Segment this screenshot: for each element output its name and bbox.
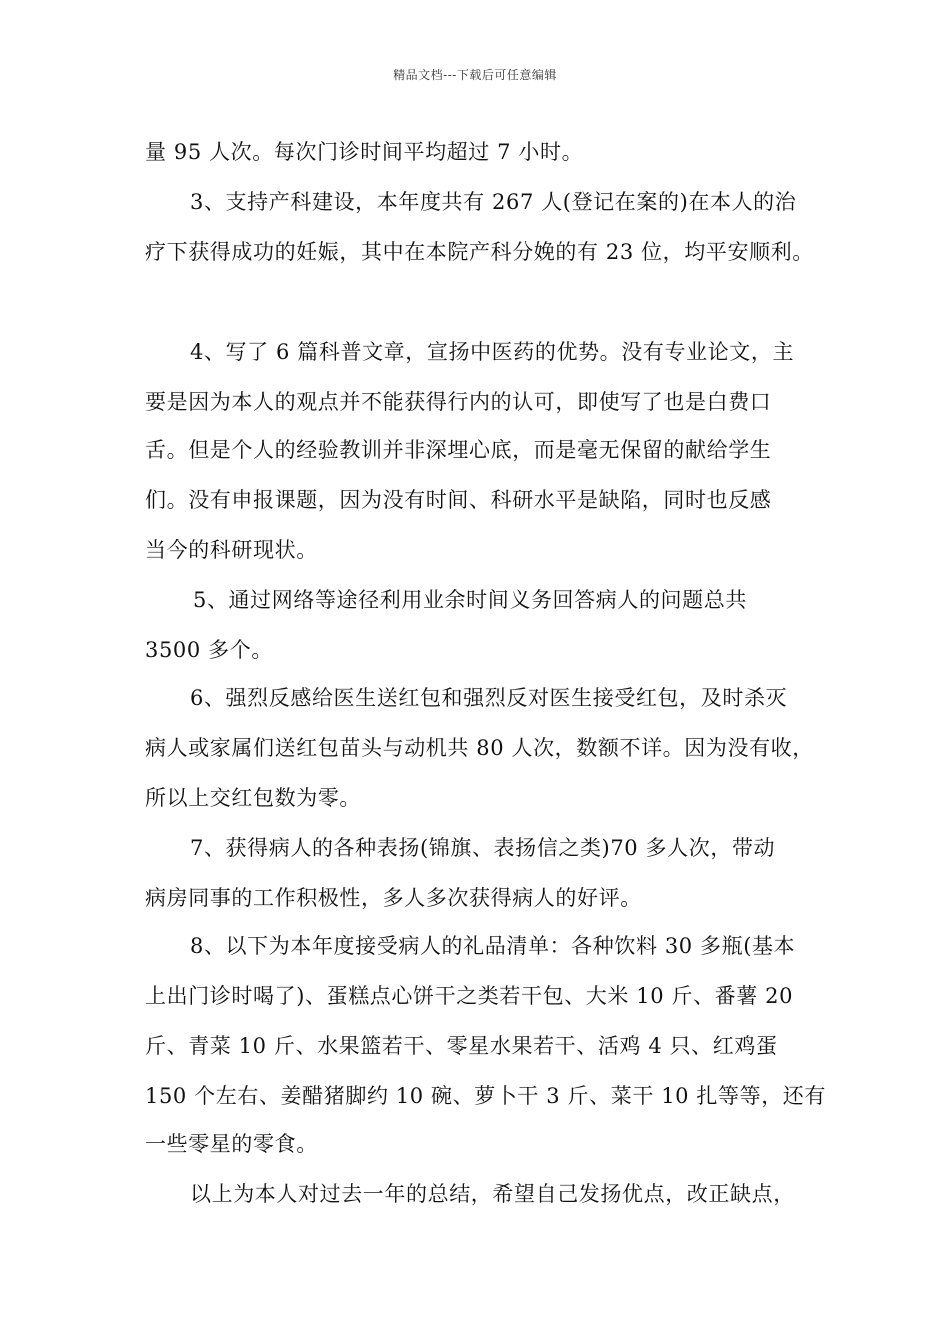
text-line: 上出门诊时喝了)、蛋糕点心饼干之类若干包、大米 10 斤、番薯 20 [145, 984, 794, 1008]
text-line: 当今的科研现状。 [145, 538, 318, 562]
text-line: 150 个左右、姜醋猪脚约 10 碗、萝卜干 3 斤、菜干 10 扎等等，还有 [145, 1084, 827, 1108]
text-line: 病房同事的工作积极性，多人多次获得病人的好评。 [145, 886, 642, 910]
text-line: 7、获得病人的各种表扬(锦旗、表扬信之类)70 多人次，带动 [190, 836, 776, 860]
page-header: 精品文档---下载后可任意编辑 [393, 68, 557, 82]
text-line: 所以上交红包数为零。 [145, 786, 361, 810]
text-line: 斤、青菜 10 斤、水果篮若干、零星水果若干、活鸡 4 只、红鸡蛋 [145, 1034, 778, 1058]
text-line: 们。没有申报课题，因为没有时间、科研水平是缺陷，同时也反感 [145, 488, 772, 512]
text-line: 病人或家属们送红包苗头与动机共 80 人次，数额不详。因为没有收， [145, 736, 814, 760]
text-line: 以上为本人对过去一年的总结，希望自己发扬优点，改正缺点， [190, 1182, 795, 1206]
text-line: 量 95 人次。每次门诊时间平均超过 7 小时。 [145, 140, 584, 164]
text-line: 6、强烈反感给医生送红包和强烈反对医生接受红包，及时杀灭 [190, 686, 788, 710]
text-line: 舌。但是个人的经验教训并非深埋心底，而是毫无保留的献给学生 [145, 438, 772, 462]
text-line: 3500 多个。 [145, 638, 273, 662]
text-line: 疗下获得成功的妊娠，其中在本院产科分娩的有 23 位，均平安顺利。 [145, 240, 814, 264]
text-line: 5、通过网络等途径利用业余时间义务回答病人的问题总共 [193, 588, 747, 612]
text-line: 3、支持产科建设，本年度共有 267 人(登记在案的)在本人的治 [190, 190, 797, 214]
text-line: 一些零星的零食。 [145, 1132, 318, 1156]
text-line: 4、写了 6 篇科普文章，宣扬中医药的优势。没有专业论文，主 [190, 340, 795, 364]
text-line: 要是因为本人的观点并不能获得行内的认可，即使写了也是白费口 [145, 390, 772, 414]
text-line: 8、以下为本年度接受病人的礼品清单：各种饮料 30 多瓶(基本 [190, 934, 796, 958]
